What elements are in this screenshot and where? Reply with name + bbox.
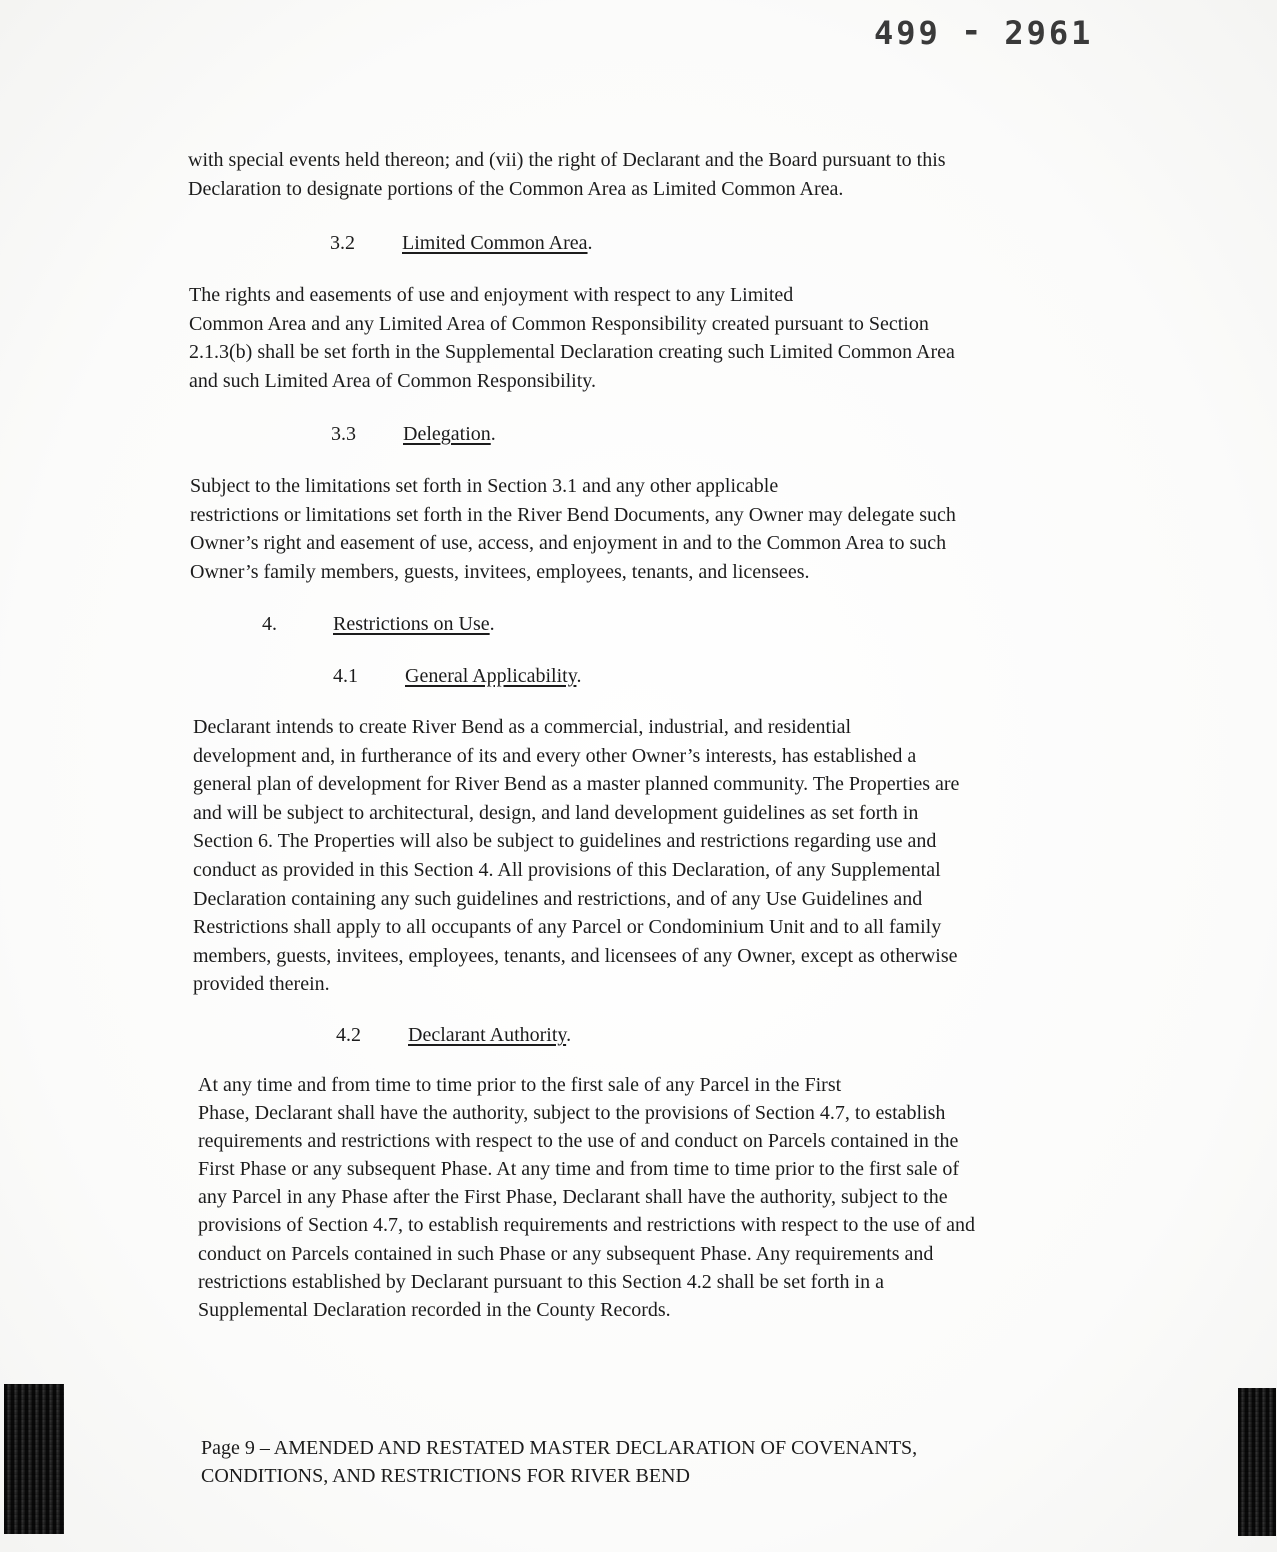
- section-title: Restrictions on Use: [333, 613, 490, 635]
- paragraph-intro-continuation: with special events held thereon; and (vii) the right of Declarant and the Board pursuant to this Declaration to designate portions of the Common Area as Limited Common Area.: [188, 149, 946, 200]
- section-title-period: .: [576, 665, 582, 687]
- section-title-period: .: [489, 613, 495, 635]
- paragraph-4-2: At any time and from time to time prior to the first sale of any Parcel in the First Phase, Declarant shall have the authority, subject to the provisions of Section 4.7, to establish requirements and restrictions with respect to the use of and conduct on Parcels contained in the First Phase or any subsequent Phase. At any time and from time to time prior to the first sale of any Parcel in any Phase after the First Phase, Declarant shall have the authority, subject to the provisions of Section 4.7, to establish requirements and restrictions with respect to the use of and conduct on Parcels contained in such Phase or any subsequent Phase. Any requirements and restrictions established by Declarant pursuant to this Section 4.2 shall be set forth in a Supplemental Declaration recorded in the County Records.: [198, 1074, 976, 1321]
- section-title: Delegation: [403, 423, 491, 445]
- paragraph-3-2: The rights and easements of use and enjoyment with respect to any Limited Common Area and any Limited Area of Common Responsibility created pursuant to Section 2.1.3(b) shall be set forth in the Supplemental Declaration creating such Limited Common Area and such Limited Area of Common Responsibility.: [189, 284, 955, 392]
- section-number: 3.3: [331, 423, 356, 445]
- page-footer: Page 9 – AMENDED AND RESTATED MASTER DECLARATION OF COVENANTS, CONDITIONS, AND RESTRICTIONS FOR RIVER BEND: [201, 1437, 918, 1487]
- scan-edge-barcode-left: [4, 1384, 64, 1534]
- section-title-period: .: [587, 232, 593, 254]
- section-number: 4.2: [336, 1024, 361, 1046]
- section-title-period: .: [490, 423, 496, 445]
- section-number: 3.2: [330, 232, 355, 254]
- section-title: Declarant Authority: [408, 1024, 567, 1046]
- section-title-period: .: [566, 1024, 572, 1046]
- section-heading-4-1: [333, 662, 581, 690]
- paragraph-3-3: Subject to the limitations set forth in Section 3.1 and any other applicable restrictions or limitations set forth in the River Bend Documents, any Owner may delegate such Owner’s right and easement of use, access, and enjoyment in and to the Common Area to such Owner’s family members, guests, invitees, employees, tenants, and licensees.: [190, 475, 956, 583]
- section-title: General Applicability: [405, 665, 577, 687]
- section-heading-3-3: [331, 420, 496, 448]
- section-heading-3-2: [330, 229, 593, 257]
- section-heading-4-2: [336, 1021, 571, 1049]
- recording-stamp-number: 499 ⁃ 2961: [874, 14, 1094, 52]
- section-number: 4.: [262, 613, 277, 635]
- paragraph-4-1: Declarant intends to create River Bend as a commercial, industrial, and residential development and, in furtherance of its and every other Owner’s interests, has established a general plan of development for River Bend as a master planned community. The Properties are and will be subject to architectural, design, and land development guidelines as set forth in Section 6. The Properties will also be subject to guidelines and restrictions regarding use and conduct as provided in this Section 4. All provisions of this Declaration, of any Supplemental Declaration containing any such guidelines and restrictions, and of any Use Guidelines and Restrictions shall apply to all occupants of any Parcel or Condominium Unit and to all family members, guests, invitees, employees, tenants, and licensees of any Owner, except as otherwise provided therein.: [193, 716, 960, 996]
- scan-edge-barcode-right: [1238, 1388, 1276, 1536]
- section-heading-4: [262, 610, 495, 638]
- section-number: 4.1: [333, 665, 358, 687]
- section-title: Limited Common Area: [402, 232, 588, 254]
